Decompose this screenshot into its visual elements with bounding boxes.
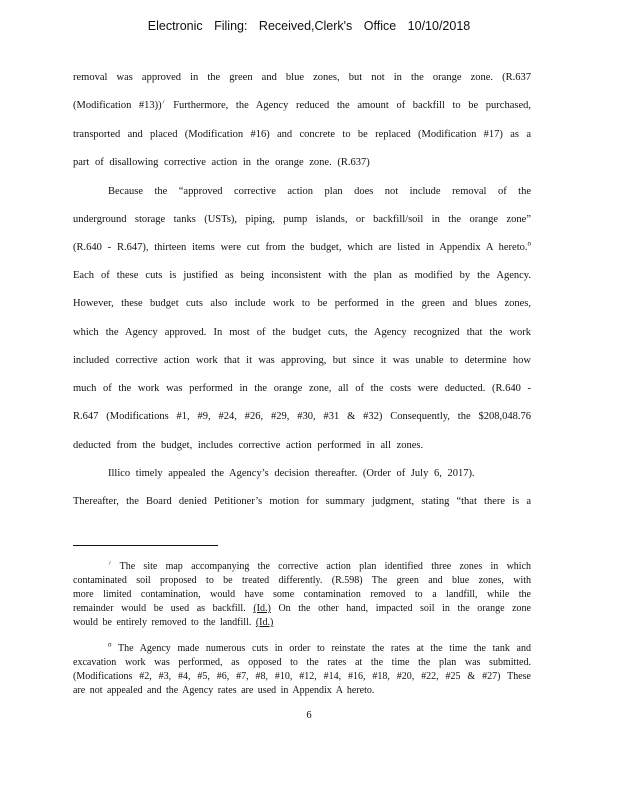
footnote-line: [73, 603, 531, 614]
footnote-marker: 7: [161, 100, 166, 106]
body-line: Illico timely appealed the Agency’s decision thereafter. (Order of July 6, 2017).: [108, 468, 475, 479]
footnote-marker: 8: [108, 643, 112, 649]
footnote-line: are not appealed and the Agency rates are used in Appendix A hereto.: [73, 685, 375, 696]
body-line: [73, 242, 531, 253]
body-line: removal was approved in the green and blue zones, but not in the orange zone. (R.637: [73, 72, 531, 83]
body-line-part: (R.640 - R.647), thirteen items were cut from the budget, which are listed in Appendix A hereto.: [73, 242, 528, 253]
body-line: included corrective action work that it was approving, but since it was unable to determine how: [73, 355, 531, 366]
citation-id: (Id.): [253, 603, 271, 614]
body-line: much of the work was performed in the orange zone, all of the costs were deducted. (R.640 -: [73, 383, 531, 394]
footnote-line: (Modifications #2, #3, #4, #5, #6, #7, #8, #10, #12, #14, #16, #18, #20, #22, #25 & #27) These: [73, 671, 531, 682]
body-line: Because the “approved corrective action plan does not include removal of the: [108, 186, 531, 197]
body-line: However, these budget cuts also include work to be performed in the green and blues zones,: [73, 298, 531, 309]
filing-header: Electronic Filing: Received,Clerk's Office 10/10/2018: [147, 19, 471, 33]
footnote-line-text: remainder would be used as backfill.: [73, 603, 246, 614]
footnote-separator: [73, 545, 218, 546]
footnote-marker: 7: [108, 561, 112, 567]
body-line: Each of these cuts is justified as being inconsistent with the plan as modified by the Agency.: [73, 270, 531, 281]
footnote-line: more limited contamination, would have some contamination removed to a landfill, while the: [73, 589, 531, 600]
footnote-line: contaminated soil proposed to be treated differently. (R.598) The green and blue zones, with: [73, 575, 531, 586]
footnote-line: [73, 643, 531, 654]
body-line: which the Agency approved. In most of the budget cuts, the Agency recognized that the work: [73, 327, 531, 338]
body-line: R.647 (Modifications #1, #9, #24, #26, #29, #30, #31 & #32) Consequently, the $208,048.76: [73, 411, 531, 422]
body-line: transported and placed (Modification #16) and concrete to be replaced (Modification #17) as a: [73, 129, 531, 140]
footnote-line: excavation work was performed, as opposed to the rates at the time the plan was submitted.: [73, 657, 531, 668]
citation-id: (Id.): [255, 617, 274, 628]
footnote-marker: 8: [527, 242, 531, 248]
body-line: Thereafter, the Board denied Petitioner’s motion for summary judgment, stating “that there is a: [73, 496, 531, 507]
body-line: [73, 100, 531, 111]
body-line-part: (Modification #13)): [73, 100, 162, 111]
footnote-line-text: The Agency made numerous cuts in order to reinstate the rates at the time the tank and: [118, 643, 531, 654]
page-number: 6: [306, 710, 312, 721]
footnote-line-text: On the other hand, impacted soil in the orange zone: [278, 603, 531, 614]
body-line: underground storage tanks (USTs), piping, pump islands, or backfill/soil in the orange zone”: [73, 214, 531, 225]
footnote-line: [73, 561, 531, 572]
body-line: deducted from the budget, includes corrective action performed in all zones.: [73, 440, 424, 451]
footnote-line-text: would be entirely removed to the landfill.: [73, 617, 252, 628]
body-line-part: Furthermore, the Agency reduced the amount of backfill to be purchased,: [173, 100, 531, 111]
footnote-line: [73, 617, 531, 628]
body-line: part of disallowing corrective action in the orange zone. (R.637): [73, 157, 370, 168]
footnote-line-text: The site map accompanying the corrective action plan identified three zones in which: [119, 561, 531, 572]
